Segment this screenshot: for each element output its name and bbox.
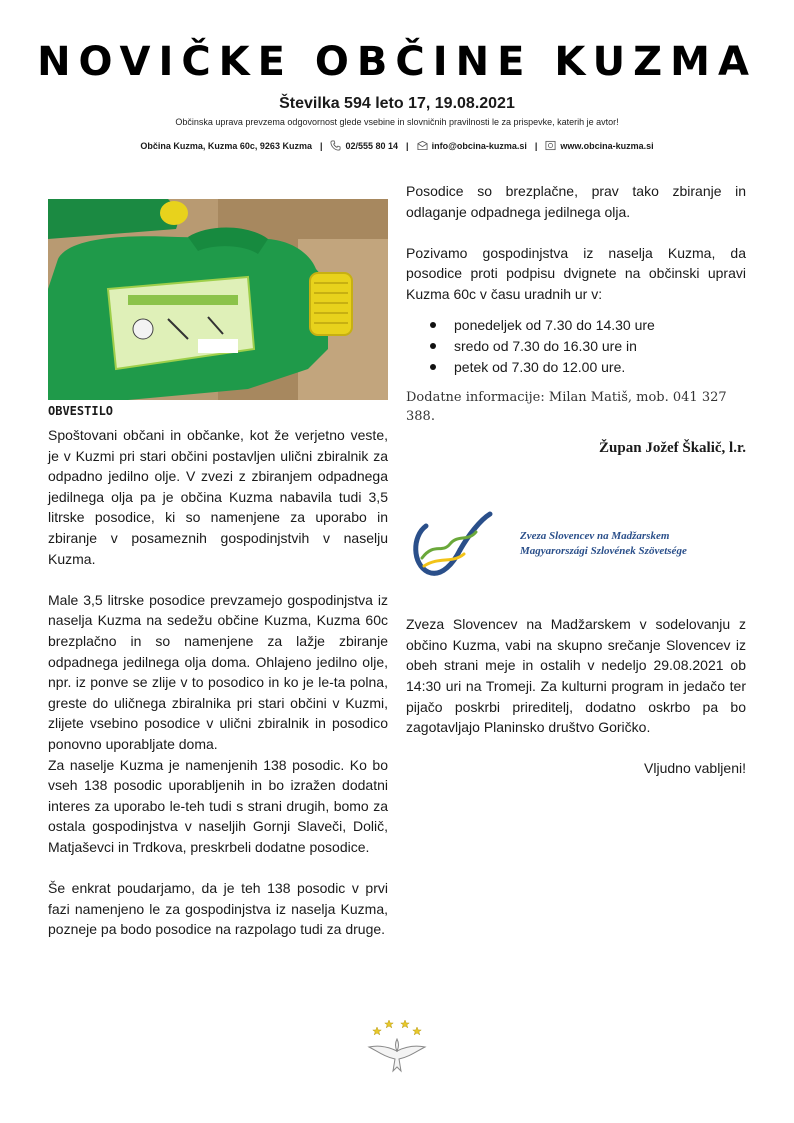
- paragraph: Male 3,5 litrske posodice prevzamejo gospodinjstva iz naselja Kuzma na sedežu občine Kuzma, Kuzma 60c brezplačno in so namenjene za lažje zbiranje odpadnega jedilnega olja doma. Ohlajeno jedilno olje, npr. iz ponve se zlije v to posodico in ko je le-ta polna, greste do uličnega zbiralnika pri stari občini v Kuzmi, zlijete vsebino posodice v ulični zbiralnik in posodico ponovno uporabljate doma.: [48, 591, 388, 752]
- phone: [330, 140, 398, 152]
- masthead: [0, 38, 794, 152]
- email[interactable]: [417, 140, 527, 152]
- paragraph: Za naselje Kuzma je namenjenih 138 posodic. Ko bo vseh 138 posodic uporabljenih in bo izražen dodatni interes za uporabo le-teh tudi s strani drugih, bomo za ostala gospodinjstva v naseljih Gornji Slaveči, Dolič, Matjaševci in Trdkova, preskrbeli dodatne posodice.: [48, 756, 388, 855]
- address: Občina Kuzma, Kuzma 60c, 9263 Kuzma: [140, 141, 312, 151]
- separator: |: [406, 141, 409, 151]
- paragraph: Še enkrat poudarjamo, da je teh 138 posodic v prvi fazi namenjeno le za gospodinjstva iz naselja Kuzma, pozneje pa bodo posodice na razpolago tudi za druge.: [48, 880, 388, 938]
- list-item: petek od 7.30 do 12.00 ure.: [430, 357, 746, 378]
- zveza-logo-icon: [406, 506, 502, 582]
- zveza-name-hu: Magyarországi Szlovének Szövetsége: [520, 545, 687, 558]
- separator: |: [319, 141, 323, 151]
- phone-number: 02/555 80 14: [345, 141, 399, 151]
- list-item: ponedeljek od 7.30 do 14.30 ure: [430, 315, 746, 336]
- right-column: [406, 181, 746, 778]
- zveza-names: [520, 529, 687, 559]
- dove-emblem-icon: [365, 1017, 429, 1077]
- website-url[interactable]: www.obcina-kuzma.si: [560, 141, 654, 151]
- paragraph: Pozivamo gospodinjstva iz naselja Kuzma, da posodice proti podpisu dvignete na občinski upravi Kuzma 60c v času uradnih ur v:: [406, 244, 746, 302]
- oil-bottle-photo: [48, 199, 388, 400]
- disclaimer: Občinska uprava prevzema odgovornost glede vsebine in slovničnih pravilnosti le za prispevke, katerih je avtor!: [175, 117, 619, 127]
- zveza-name-sl: Zveza Slovencev na Madžarskem: [520, 530, 670, 543]
- paragraph: Spoštovani občani in občanke, kot že verjetno veste, je v Kuzmi pri stari občini postavljen ulični zbiralnik za odpadno jedilno olje. V zvezi z zbiranjem odpadnega jedilnega olja pa je občina Kuzma nabavila tudi 3,5 litrske posodice, ki so namenjene za uporabo in zbiranje v posameznih gospodinjstvih v naselju Kuzma.: [48, 427, 388, 567]
- newsletter-title: NOVIČKE OBČINE KUZMA: [37, 39, 757, 85]
- contact-line: [0, 140, 794, 152]
- zveza-logo-block: [406, 504, 746, 584]
- left-column: [48, 199, 388, 940]
- paragraph: Posodice so brezplačne, prav tako zbiranje in odlaganje odpadnega jedilnega olja.: [406, 183, 746, 220]
- contact-info: Dodatne informacije: Milan Matiš, mob. 041 327 388.: [406, 389, 727, 424]
- signature: Župan Jožef Škalič, l.r.: [599, 439, 746, 456]
- invitation-paragraph: Zveza Slovencev na Madžarskem v sodelovanju z občino Kuzma, vabi na skupno srečanje Slovencev iz obeh strani meje in ostalih v nedeljo 29.08.2021 ob 14:30 uri na Tromeji. Za kulturni program in jedačo ter pijačo poskrbi prireditelj, dodatno oskrbo pa bo zagotavljajo Planinsko društvo Goričko.: [406, 616, 746, 736]
- website[interactable]: [545, 140, 653, 152]
- issue-line: Številka 594 leto 17, 19.08.2021: [279, 95, 515, 112]
- web-icon: [545, 140, 556, 151]
- separator: |: [534, 141, 538, 151]
- notice-heading: OBVESTILO: [48, 404, 114, 418]
- phone-icon: [330, 140, 341, 151]
- email-icon: [417, 140, 428, 151]
- office-hours-list: [406, 315, 746, 378]
- list-item: sredo od 7.30 do 16.30 ure in: [430, 336, 746, 357]
- email-address[interactable]: info@obcina-kuzma.si: [431, 141, 527, 151]
- closing-regards: Vljudno vabljeni!: [644, 759, 746, 776]
